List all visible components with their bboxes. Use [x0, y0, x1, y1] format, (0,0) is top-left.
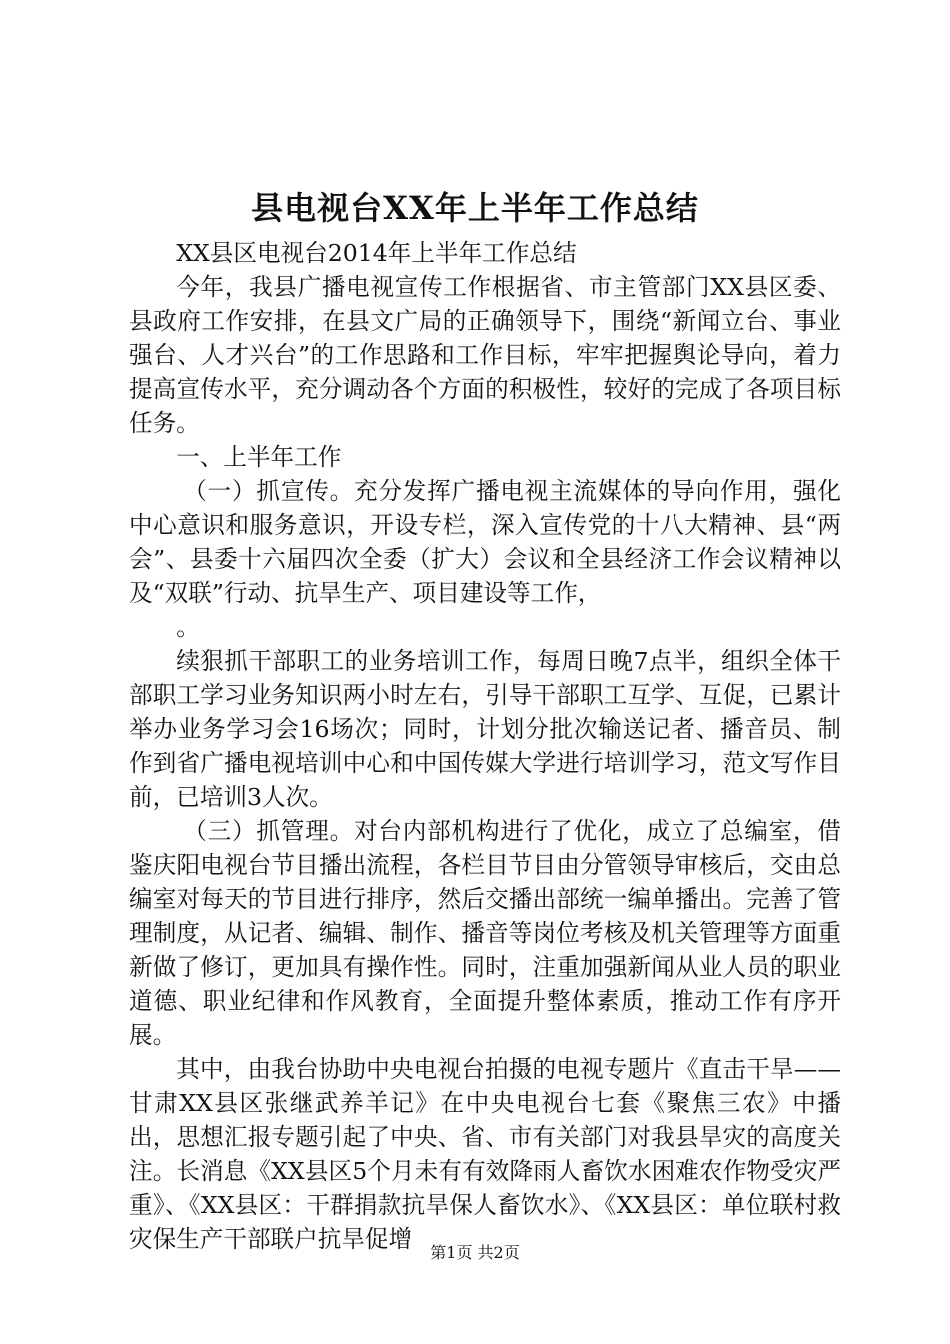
document-title: 县电视台XX年上半年工作总结: [251, 189, 699, 227]
stub-paragraph: 。: [176, 613, 200, 641]
highlights-paragraph: 其中，由我台协助中央电视台拍摄的电视专题片《直击干旱——甘肃XX县区张继武养羊记》在中央电视台七套《聚焦三农》中播出，思想汇报专题引起了中央、省、市有关部门对我县旱灾的高度关注。长消息《XX县区5个月未有有效降雨人畜饮水困难农作物受灾严重》、《XX县区：干群捐款抗旱保人畜饮水》、《XX县区：单位联村救灾保生产干部联户抗旱促增: [129, 1055, 841, 1253]
intro-paragraph: 今年，我县广播电视宣传工作根据省、市主管部门XX县区委、县政府工作安排，在县文广局的正确领导下，围绕“新闻立台、事业强台、人才兴台”的工作思路和工作目标，牢牢把握舆论导向，着力提高宣传水平，充分调动各个方面的积极性，较好的完成了各项目标任务。: [129, 273, 841, 437]
publicity-paragraph: （一）抓宣传。充分发挥广播电视主流媒体的导向作用，强化中心意识和服务意识，开设专栏，深入宣传党的十八大精神、县“两会”、县委十六届四次全委（扩大）会议和全县经济工作会议精神以及“双联”行动、抗旱生产、项目建设等工作，: [129, 477, 841, 607]
page-footer: 第1页 共2页: [430, 1243, 520, 1262]
document-body: [129, 236, 841, 1256]
subtitle-paragraph: XX县区电视台2014年上半年工作总结: [176, 239, 577, 267]
section-heading: 一、上半年工作: [176, 443, 342, 471]
management-paragraph: （三）抓管理。对台内部机构进行了优化，成立了总编室，借鉴庆阳电视台节目播出流程，各栏目节目由分管领导审核后，交由总编室对每天的节目进行排序，然后交播出部统一编单播出。完善了管理制度，从记者、编辑、制作、播音等岗位考核及机关管理等方面重新做了修订，更加具有操作性。同时，注重加强新闻从业人员的职业道德、职业纪律和作风教育，全面提升整体素质，推动工作有序开展。: [129, 817, 841, 1049]
training-paragraph: 续狠抓干部职工的业务培训工作，每周日晚7点半，组织全体干部职工学习业务知识两小时左右，引导干部职工互学、互促，已累计举办业务学习会16场次；同时，计划分批次输送记者、播音员、制作到省广播电视培训中心和中国传媒大学进行培训学习，范文写作目前，已培训3人次。: [129, 647, 841, 811]
